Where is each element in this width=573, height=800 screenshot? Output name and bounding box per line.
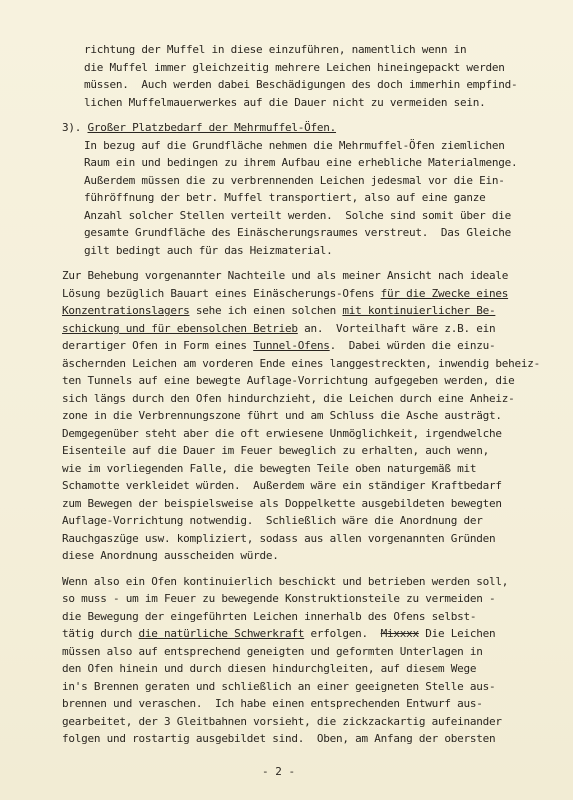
text-line: Anzahl solcher Stellen verteilt werden. Solche sind somit über die [84,209,511,222]
struck-out-text: Mixxxx [380,627,419,640]
text-line: brennen und veraschen. Ich habe einen entsprechenden Entwurf aus- [62,697,483,710]
text-span: Lösung bezüglich Bauart eines Einäscherungs-Ofens [62,287,381,300]
text-line: Zur Behebung vorgenannter Nachteile und als meiner Ansicht nach ideale [62,269,509,282]
text-line: richtung der Muffel in diese einzuführen, namentlich wenn in [84,43,467,56]
text-line: die Bewegung der eingeführten Leichen innerhalb des Ofens selbst- [62,610,477,623]
underlined-phrase: Konzentrationslagers [62,304,190,317]
text-line: die Muffel immer gleichzeitig mehrere Leichen hineingepackt werden [84,61,505,74]
text-span: tätig durch [62,627,139,640]
text-line: zum Bewegen der beispielsweise als Doppelkette ausgebildeten bewegten [62,497,502,510]
text-line: müssen also auf entsprechend geneigten und geformten Unterlagen in [62,645,483,658]
section-heading [62,122,336,134]
text-span: sehe ich einen solchen [189,304,343,317]
underlined-phrase: für die Zwecke eines [380,287,509,300]
text-line [62,628,495,640]
text-line: in's Brennen geraten und schließlich an einer geeigneten Stelle aus- [62,680,496,693]
text-line: so muss - um im Feuer zu bewegende Konstruktionsteile zu vermeiden - [62,592,496,605]
text-line: gearbeitet, der 3 Gleitbahnen vorsieht, die zickzackartig aufeinander [62,715,502,728]
page-number: - 2 - [262,765,296,778]
text-line: In bezug auf die Grundfläche nehmen die Mehrmuffel-Öfen ziemlichen [84,139,505,152]
text-line: Schamotte verkleidet würden. Außerdem wäre ein ständiger Kraftbedarf [62,479,502,492]
text-line: wie im vorliegenden Falle, die bewegten Teile oben naturgemäß mit [62,462,477,475]
text-line [62,340,495,352]
text-line: ten Tunnels auf eine bewegte Auflage-Vorrichtung aufgegeben werden, die [62,374,515,387]
text-span: an. Vorteilhaft wäre z.B. ein [297,322,496,335]
text-line: Auflage-Vorrichtung notwendig. Schließlich wäre die Anordnung der [62,514,483,527]
text-line: Eisenteile auf die Dauer im Feuer beweglich zu erhalten, auch wenn, [62,444,489,457]
text-line: sich längs durch den Ofen hindurchzieht, die Leichen durch eine Anheiz- [62,392,515,405]
text-line [62,288,508,300]
text-line: gesamte Grundfläche des Einäscherungsraumes verstreut. Das Gleiche [84,226,511,239]
text-span: Die Leichen [418,627,496,640]
text-line: lichen Muffelmauerwerkes auf die Dauer nicht zu vermeiden sein. [84,96,486,109]
underlined-phrase: mit kontinuierlicher Be- [342,304,496,317]
text-line: müssen. Auch werden dabei Beschädigungen des doch immerhin empfind- [84,78,518,91]
text-line: äschernden Leichen am vorderen Ende eines langgestreckten, inwendig beheiz- [62,357,540,370]
underlined-phrase: die natürliche Schwerkraft [138,627,305,640]
text-line: Raum ein und bedingen zu ihrem Aufbau eine erhebliche Materialmenge. [84,156,518,169]
text-span: . Dabei würden die einzu- [329,339,496,352]
text-line: diese Anordnung ausscheiden würde. [62,549,279,562]
section-title: Großer Platzbedarf der Mehrmuffel-Öfen. [87,121,337,134]
text-line: Demgegenüber steht aber die oft erwiesene Unmöglichkeit, irgendwelche [62,427,502,440]
text-line: führöffnung der betr. Muffel transportiert, also auf eine ganze [84,191,486,204]
text-line [62,305,495,317]
text-line: den Ofen hinein und durch diesen hindurchgleiten, auf diesem Wege [62,662,477,675]
underlined-phrase: Tunnel-Ofens [253,339,330,352]
text-line: zone in die Verbrennungszone führt und am Schluss die Asche austrägt. [62,409,502,422]
text-span: derartiger Ofen in Form eines [62,339,254,352]
text-line: gilt bedingt auch für das Heizmaterial. [84,244,333,257]
section-number: 3). [62,121,82,134]
text-line: Rauchgaszüge usw. kompliziert, sodass aus allen vorgenannten Gründen [62,532,496,545]
text-line: Wenn also ein Ofen kontinuierlich beschickt und betrieben werden soll, [62,575,509,588]
text-line: folgen und rostartig ausgebildet sind. Oben, am Anfang der obersten [62,732,496,745]
underlined-phrase: schickung und für ebensolchen Betrieb [62,322,298,335]
text-span: erfolgen. [304,627,381,640]
text-line: Außerdem müssen die zu verbrennenden Leichen jedesmal vor die Ein- [84,174,505,187]
text-line [62,323,495,335]
